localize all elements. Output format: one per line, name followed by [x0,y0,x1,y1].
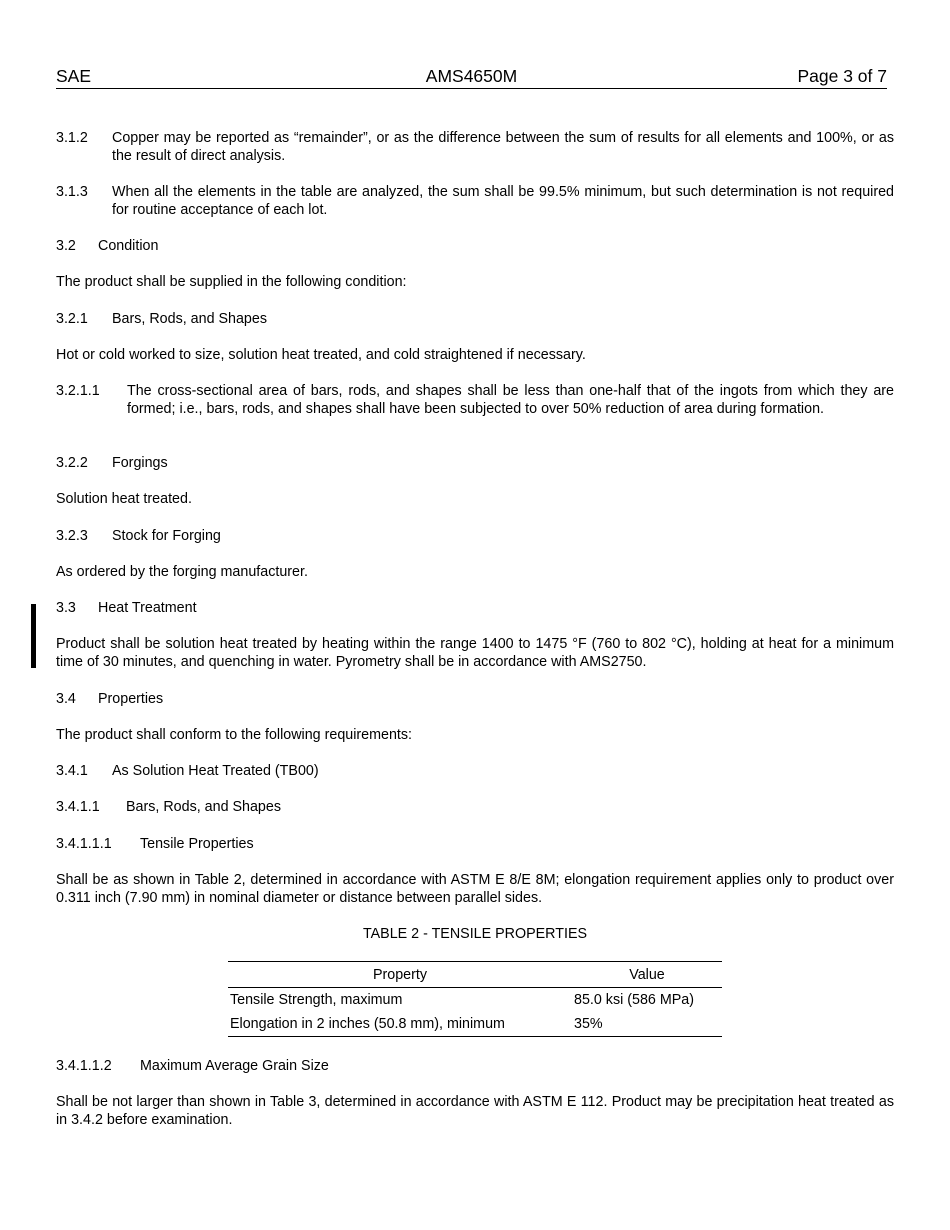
section-number: 3.2.3 [56,528,88,544]
table-cell-property: Elongation in 2 inches (50.8 mm), minimum [228,1012,572,1037]
section-3-4-1-1-2-text: Shall be not larger than shown in Table 3, determined in accordance with ASTM E 112. Product may be precipitation heat treated as in 3.4.2 before examination. [56,1094,894,1128]
section-number: 3.4.1.1.1 [56,836,112,852]
section-number: 3.4.1.1.2 [56,1058,112,1074]
table-cell-value: 35% [572,1012,722,1037]
section-title: Condition [98,238,159,254]
section-3-4-1-1-heading [56,798,894,816]
section-3-3-heading [56,599,894,617]
section-3-2-1-text: Hot or cold worked to size, solution heat treated, and cold straightened if necessary. [56,347,586,363]
section-number: 3.1.3 [56,184,88,200]
section-title: Bars, Rods, and Shapes [112,311,267,327]
section-3-2-3-heading [56,527,894,545]
section-3-2-heading [56,237,894,255]
section-number: 3.3 [56,600,76,616]
table-header-value: Value [572,962,722,988]
section-3-1-2 [56,129,894,165]
section-text: Copper may be reported as “remainder”, or as the difference between the sum of results for all elements and 100%, or as the result of direct analysis. [112,130,894,164]
section-3-4-heading [56,690,894,708]
table-cell-value: 85.0 ksi (586 MPa) [574,992,694,1008]
section-3-2-1-heading [56,310,894,328]
section-3-4-1-1-2-heading [56,1057,894,1075]
section-3-4-text: The product shall conform to the following requirements: [56,727,413,743]
section-title: Tensile Properties [140,836,254,852]
section-3-3-text: Product shall be solution heat treated by heating within the range 1400 to 1475 °F (760 to 802 °C), holding at heat for a minimum time of 30 minutes, and quenching in water. Pyrometry shall be in accordance with AMS2750. [56,636,894,670]
section-number: 3.2.1.1 [56,383,100,399]
table-header-property: Property [228,962,572,988]
section-number: 3.4 [56,691,76,707]
section-number: 3.2 [56,238,76,254]
section-title: Bars, Rods, and Shapes [126,799,281,815]
section-3-2-2-text: Solution heat treated. [56,491,192,507]
revision-change-bar [31,604,36,668]
section-title: Stock for Forging [112,528,221,544]
section-3-2-3-text: As ordered by the forging manufacturer. [56,564,308,580]
section-number: 3.1.2 [56,130,88,146]
tensile-properties-table [228,961,722,1037]
section-text: When all the elements in the table are analyzed, the sum shall be 99.5% minimum, but such determination is not required for routine acceptance of each lot. [112,184,894,218]
section-title: Heat Treatment [98,600,197,616]
table-cell-property: Tensile Strength, maximum [230,992,403,1008]
section-3-4-1-1-1-text: Shall be as shown in Table 2, determined in accordance with ASTM E 8/E 8M; elongation requirement applies only to product over 0.311 inch (7.90 mm) in nominal diameter or distance between parallel sides. [56,872,894,906]
header-page-number: Page 3 of 7 [797,66,887,86]
section-3-2-2-heading [56,454,894,472]
section-number: 3.2.2 [56,455,88,471]
table-row [228,988,722,1013]
section-3-2-1-1 [56,382,894,418]
page-header [56,66,887,89]
section-title: Forgings [112,455,168,471]
section-text: The cross-sectional area of bars, rods, and shapes shall be less than one-half that of the ingots from which they are formed; i.e., bars, rods, and shapes shall have been subjected to over 50% reduction of area during formation. [127,383,894,417]
section-title: Properties [98,691,164,707]
header-org: SAE [56,66,92,86]
header-doc-number: AMS4650M [425,66,518,86]
section-number: 3.2.1 [56,311,88,327]
table-2-caption: TABLE 2 - TENSILE PROPERTIES [362,926,588,942]
section-title: Maximum Average Grain Size [140,1058,329,1074]
section-3-4-1-1-1-heading [56,835,894,853]
section-number: 3.4.1.1 [56,799,100,815]
table-row [228,1012,722,1037]
section-3-4-1-heading [56,762,894,780]
section-3-2-text: The product shall be supplied in the following condition: [56,274,407,290]
section-title: As Solution Heat Treated (TB00) [112,763,319,779]
section-number: 3.4.1 [56,763,88,779]
section-3-1-3 [56,183,894,219]
table-header-row [228,962,722,988]
